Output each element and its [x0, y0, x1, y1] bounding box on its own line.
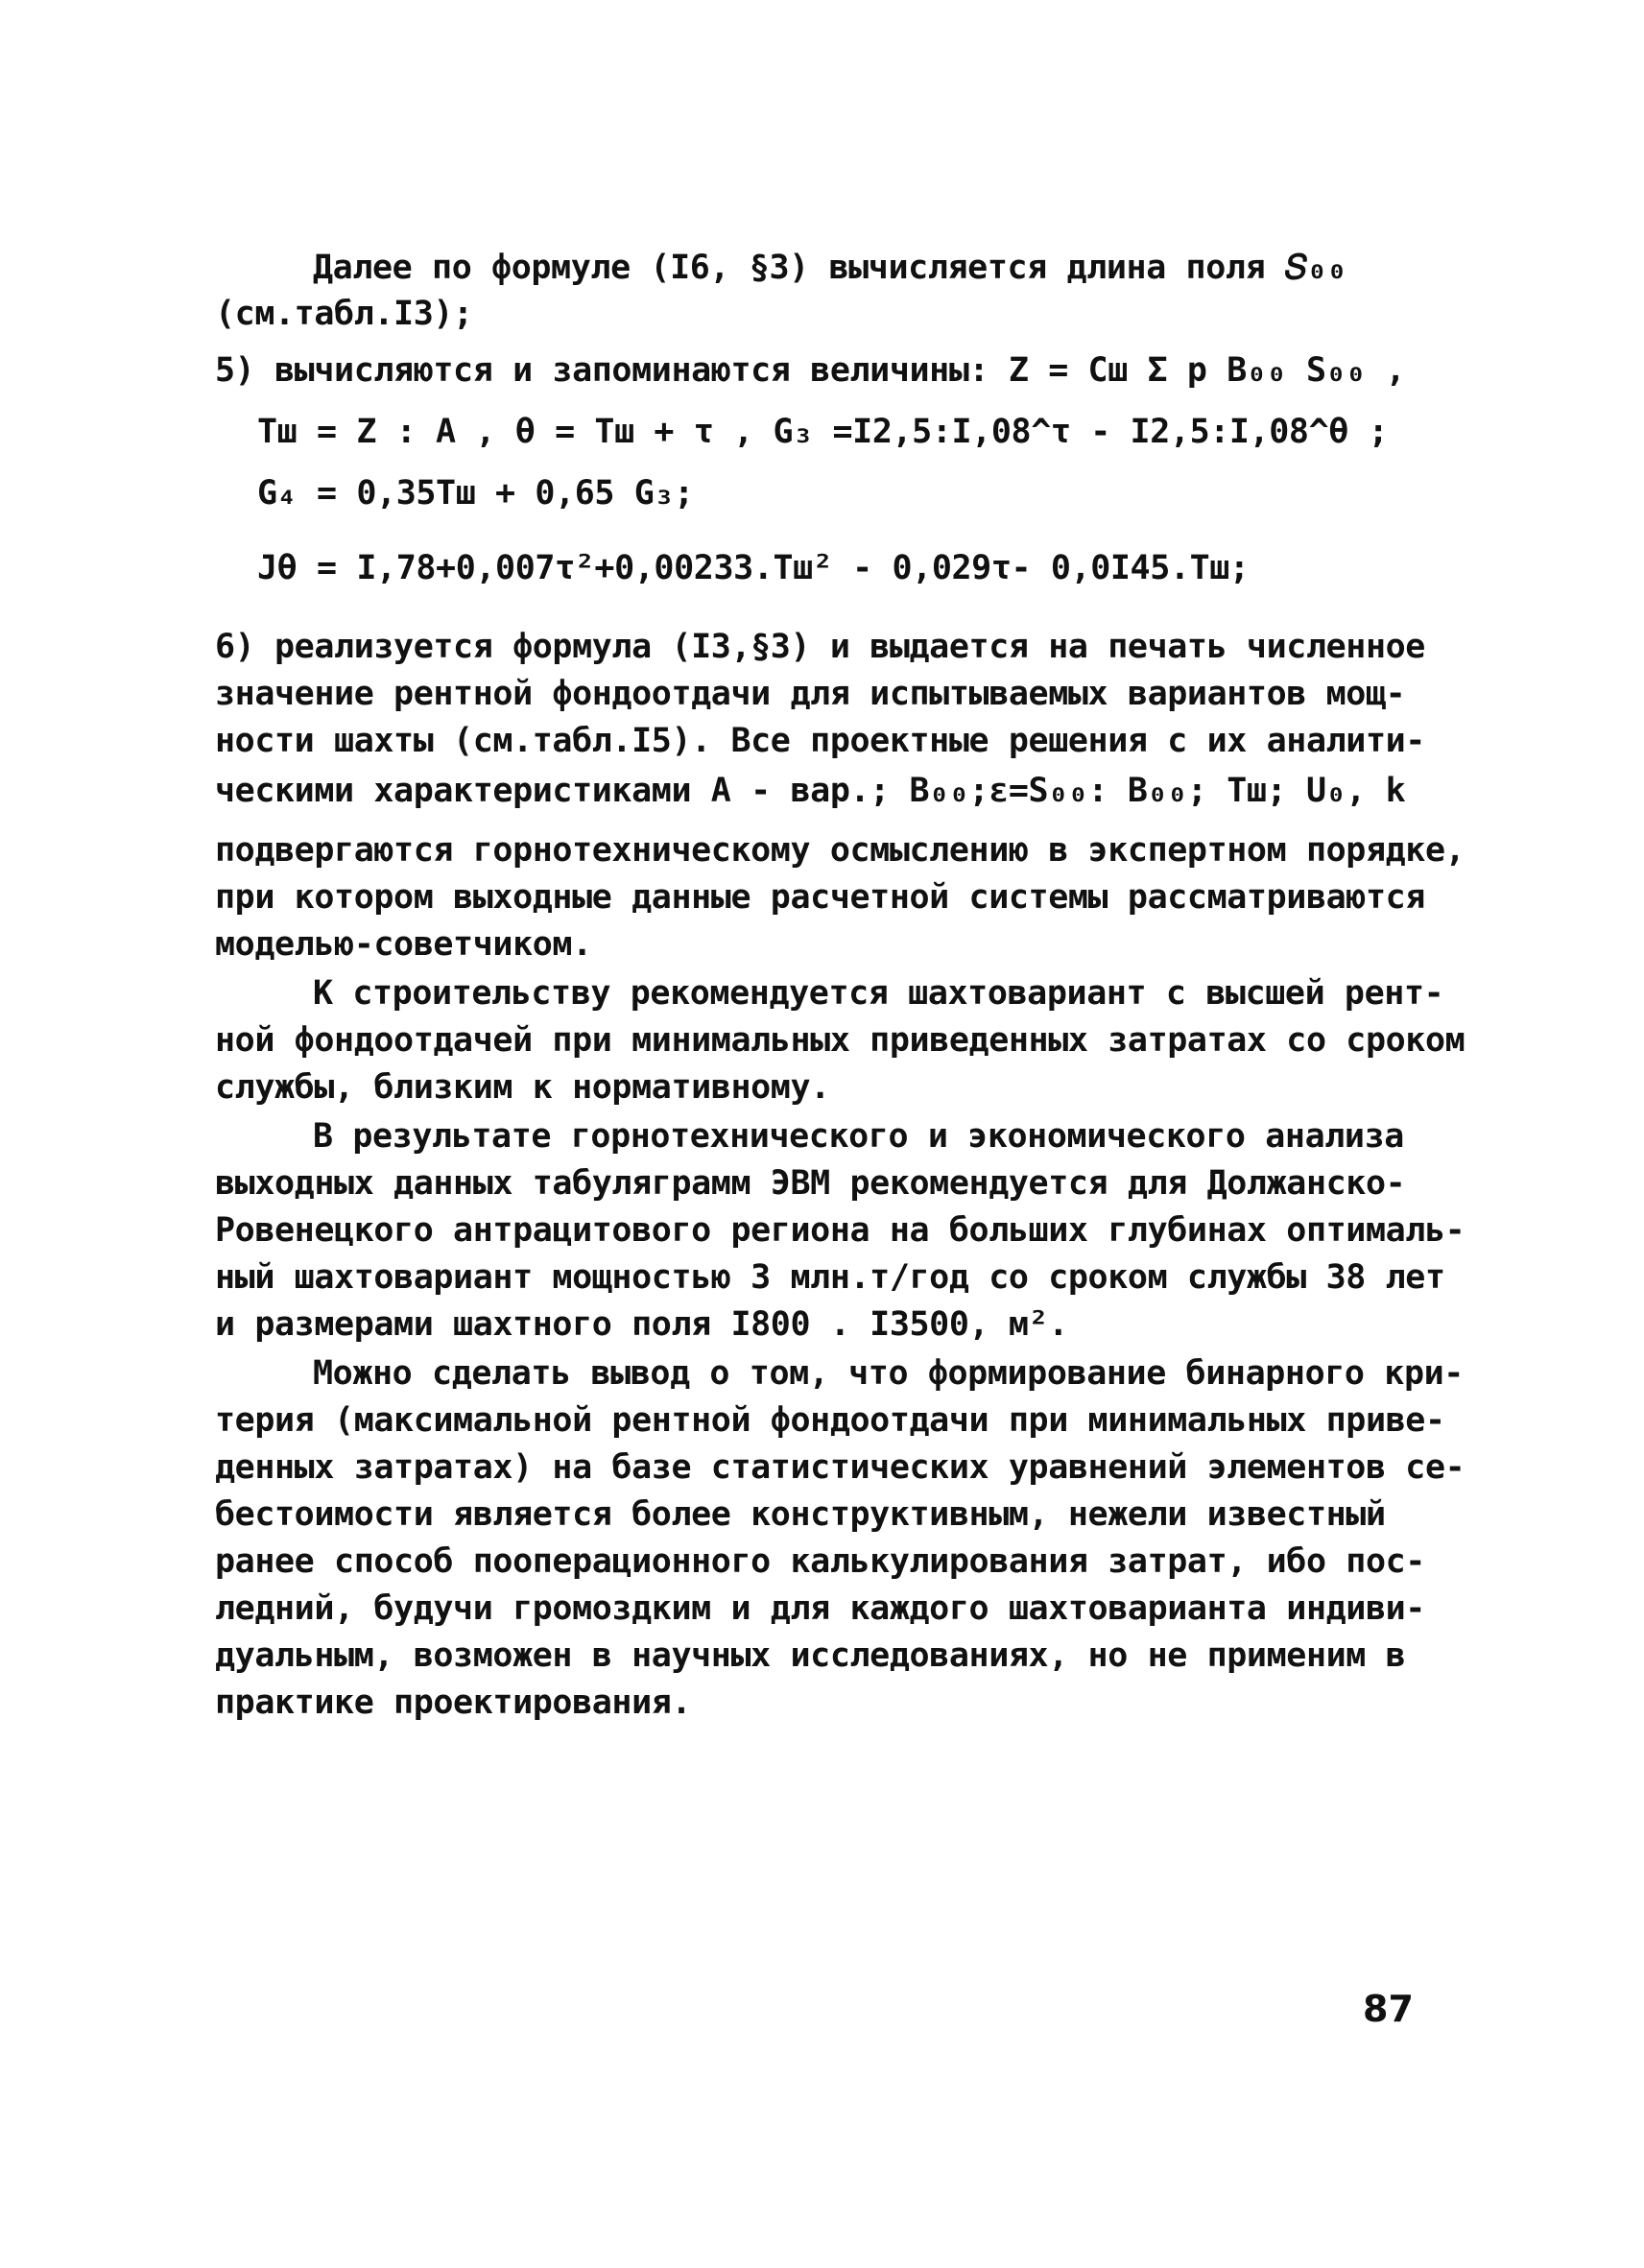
text-line: ный шахтовариант мощностью 3 млн.т/год со сроком службы 38 лет: [215, 1258, 1445, 1297]
text-line: Ровенецкого антрацитового региона на больших глубинах оптималь-: [215, 1211, 1465, 1250]
formula-line: Jθ = I,78+0,007τ²+0,00233.Tш² - 0,029τ- 0,0I45.Tш;: [257, 549, 1250, 587]
text-line: службы, близким к нормативному.: [215, 1068, 830, 1107]
text-line: денных затратах) на базе статистических уравнений элементов се-: [215, 1448, 1465, 1487]
text-line: подвергаются горнотехническому осмыслению в экспертном порядке,: [215, 831, 1465, 870]
formula-line: Tш = Z : A , θ = Tш + τ , G₃ =I2,5:I,08^τ - I2,5:I,08^θ ;: [257, 413, 1389, 451]
text-line: ледний, будучи громоздким и для каждого шахтоварианта индиви-: [215, 1589, 1425, 1628]
text-line: (см.табл.I3);: [215, 295, 473, 333]
page-number: 87: [1363, 1988, 1414, 2030]
text-line: значение рентной фондоотдачи для испытываемых вариантов мощ-: [215, 675, 1406, 713]
text-line: практике проектирования.: [215, 1683, 692, 1722]
text-line: К строительству рекомендуется шахтовариант с высшей рент-: [313, 974, 1444, 1013]
text-line: 6) реализуется формула (I3,§3) и выдается на печать численное: [215, 628, 1425, 666]
formula-line: G₄ = 0,35Tш + 0,65 G₃;: [257, 474, 694, 513]
text-line: Можно сделать вывод о том, что формирование бинарного кри-: [313, 1354, 1464, 1393]
text-line: Далее по формуле (I6, §3) вычисляется длина поля 𝑆₀₀: [313, 249, 1347, 287]
text-line: бестоимости является более конструктивным, нежели известный: [215, 1495, 1386, 1534]
text-line: терия (максимальной рентной фондоотдачи при минимальных приве-: [215, 1401, 1445, 1440]
text-line: и размерами шахтного поля I800 . I3500, м².: [215, 1305, 1068, 1344]
text-line: ной фондоотдачей при минимальных приведенных затратах со сроком: [215, 1021, 1465, 1060]
text-line: ранее способ пооперационного калькулирования затрат, ибо пос-: [215, 1542, 1425, 1581]
text-line: выходных данных табуляграмм ЭВМ рекомендуется для Должанско-: [215, 1164, 1406, 1203]
text-line: ности шахты (см.табл.I5). Все проектные решения с их аналити-: [215, 722, 1425, 760]
text-line: при котором выходные данные расчетной системы рассматриваются: [215, 878, 1425, 917]
text-line: дуальным, возможен в научных исследованиях, но не применим в: [215, 1636, 1406, 1675]
text-line: ческими характеристиками A - вар.; B₀₀;ε=S₀₀: B₀₀; Tш; U₀, k: [215, 772, 1406, 810]
text-line: 5) вычисляются и запоминаются величины: Z = Cш Σ p B₀₀ S₀₀ ,: [215, 351, 1406, 390]
text-line: моделью-советчиком.: [215, 925, 592, 964]
text-line: В результате горнотехнического и экономического анализа: [313, 1117, 1404, 1156]
